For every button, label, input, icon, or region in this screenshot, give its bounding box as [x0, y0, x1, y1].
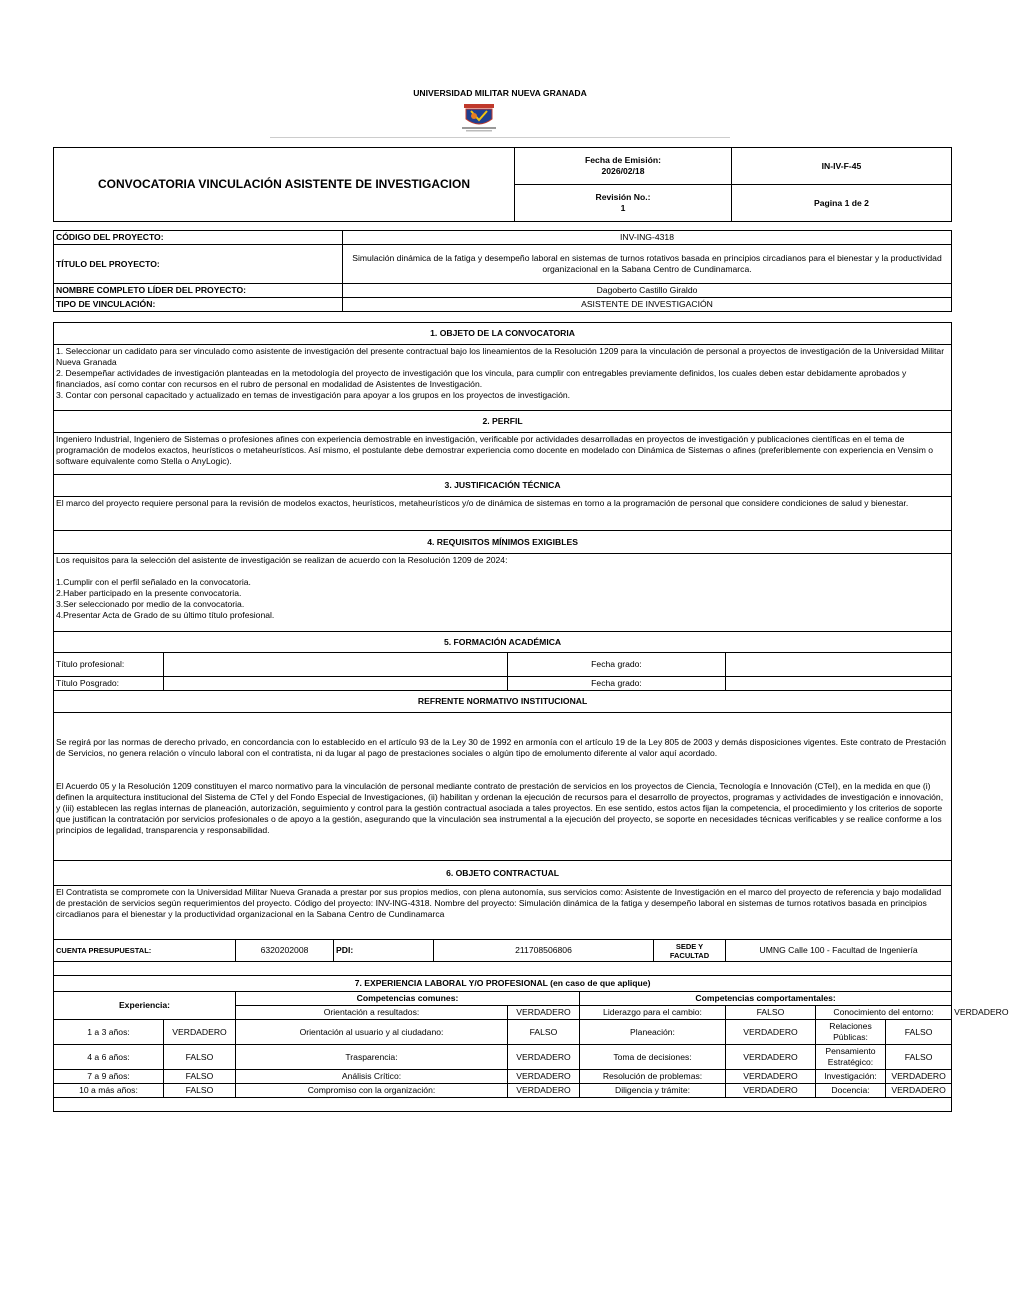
exp-range: 7 a 9 años: [54, 1070, 164, 1084]
referente-title: REFRENTE NORMATIVO INSTITUCIONAL [54, 691, 952, 713]
university-name: UNIVERSIDAD MILITAR NUEVA GRANADA [413, 88, 587, 98]
bottom-spacer-row [54, 1098, 952, 1112]
comun-value: FALSO [508, 1020, 580, 1045]
revision-number: 1 [620, 203, 626, 213]
perfil-title: 2. PERFIL [54, 411, 952, 433]
form-code: IN-IV-F-45 [732, 148, 952, 185]
comport-value: VERDADERO [726, 1084, 816, 1098]
comport-label: Toma de decisiones: [580, 1045, 726, 1070]
main-table: 1. OBJETO DE LA CONVOCATORIA 1. Seleccionar un cadidato para ser vinculado como asistente de investigación del presente contractual bajo los lineamientos de la Resolución 1209 para la vinculación de personal a proyectos de investigación de la Universidad Militar Nueva Granada 2. Desempeñar actividades de investigación planteadas en la metodología del proyecto de investigación que los vincula, para cumplir con entregables previamente definidos, los cuales deben estar debidamente aprobados y financiados, así como contar con recursos en el rubro de personal en modalidad de Asistentes de Investigación. 3. Contar con personal capacitado y actualizado en temas de investigación para apoyar a los grupos en los proyectos de investigación. 2. PERFIL Ingeniero Industrial, Ingeniero de Sistemas o profesiones afines con experiencia demostrable en investigación, verificable por actividades desarrolladas en proyectos de investigación y publicaciones científicas en el tema de programación de modelos exactos, heurísticos o metaheurísticos. Así mismo, el postulante debe demostrar experiencia como docente en modelado con Dinámica de Sistemas o afines (preferiblemente con experiencia en Vensim o software equivalente como Stella o AnyLogic). 3. JUSTIFICACIÓN TÉCNICA El marco del proyecto requiere personal para la revisión de modelos exactos, heurísticos, metaheurísticos y/o de dinámica de sistemas en torno a la programación de personal que considere condiciones de salud y bienestar. 4. REQUISITOS MÍNIMOS EXIGIBLES Los requisitos para la selección del asistente de investigación se realizan de acuerdo con la Resolución 1209 de 2024: 1.Cumplir con el perfil señalado en la convocatoria. 2.Haber participado en la presente convocatoria. 3.Ser seleccionado por medio de la convocatoria. 4.Presentar Acta de Grado de su último título profesional. 5. FORMACIÓN ACADÉMICA Título profesional: Fecha grado: Título Posgrado: Fecha grado: REFRENTE NORMATIVO INSTITUCIONAL Se regirá por las normas de derecho privado, en concordancia con lo establecido en el artículo 93 de la Ley 30 de 1992 en armonía con el artículo 19 de la Ley 805 de 2003 y demás disposiciones vigentes. Este contrato de Prestación de Servicios, no genera relación o vínculo laboral con el contratista, ni da lugar al pago de prestaciones sociales o algún tipo de emolumento diferente al valor aquí acordado. El Acuerdo 05 y la Resolución 1209 constituyen el marco normativo para la vinculación de personal mediante contrato de prestación de servicios en los proyectos de Ciencia, Tecnología e Innovación (CTeI), en la medida en que (i) definen la arquitectura institucional del Sistema de CTeI y del Fondo Especial de Investigaciones, (ii) habilitan y ordenan la ejecución de recursos para el desarrollo de proyectos, programas y actividades de investigación e innovación, y (iii) establecen las reglas internas de planeación, autorización, seguimiento y control para la gestión contractual asociada a tales proyectos. En ese sentido, estos actos fijan la competencia, el procedimiento y los criterios de soporte que justifican la contratación por servicios profesionales o de apoyo a la gestión, asegurando que la vinculación sea instrumental a la ejecución del proyecto, se soporte en necesidades técnicas verificables y se realice conforme a los principios de legalidad, transparencia y responsabilidad. 6. OBJETO CONTRACTUAL El Contratista se compromete con la Universidad Militar Nueva Granada a prestar por sus propios medios, con plena autonomía, sus servicios como: Asistente de Investigación en el marco del proyecto de referencia y bajo modalidad de prestación de servicios según requerimientos del proyecto. Código del proyecto: INV-ING-4318. Nombre del proyecto: Simulación dinámica de la fatiga y desempeño laboral en sistemas de turnos rotativos basada en principios circadianos para el bienestar y la productividad organizacional en la Sabana Centro de Cundinamarca CUENTA PRESUPUESTAL: 6320202008 PDI: 211708506806 SEDE Y FACULTAD UMNG Calle 100 - Facultad de Ingeniería 7. EXPERIENCIA LABORAL Y/O PROFESIONAL (en caso de que aplique) Experiencia: Competencias comunes: Competencias comportamentales: Orientación a resultados: VERDADERO Liderazgo para el cambio: FALSO Conocimiento del entorno: VERDADERO 1 a 3 años: VERDADERO Orientación al usuario y al ciudadano: FALSO Planeación: VERDADERO Relaciones Públicas: FALSO 4 a 6 años: FALSO Trasparencia: VERDADERO Toma de decisiones: VERDADERO Pensamiento Estratégico: FALSO 7 a 9 años: FALSO Análisis Crítico: VERDADERO Resolución de problemas: VERDADERO Investigación: VERDADERO 10 a más años: FALSO Compromiso con la organización: VERDADERO Diligencia y trámite: VERDADERO Docencia: VERDADERO [53, 322, 952, 1112]
header-divider [270, 137, 730, 138]
comun-value: VERDADERO [508, 1070, 580, 1084]
comport2-label: Relaciones Públicas: [816, 1020, 886, 1045]
titulo-profesional-field [164, 653, 508, 677]
comport2-value: FALSO [886, 1045, 952, 1070]
experiencia-label: Experiencia: [54, 992, 236, 1020]
experiencia-title: 7. EXPERIENCIA LABORAL Y/O PROFESIONAL (en caso de que aplique) [54, 976, 952, 992]
project-code-label: CÓDIGO DEL PROYECTO: [54, 231, 343, 245]
titulo-posgrado-field [164, 677, 508, 691]
emission-label: Fecha de Emisión: [585, 155, 661, 165]
comport2-value: VERDADERO [886, 1070, 952, 1084]
objeto-title: 1. OBJETO DE LA CONVOCATORIA [54, 323, 952, 345]
table-row [54, 1070, 952, 1084]
titulo-profesional-label: Título profesional: [54, 653, 164, 677]
project-title-label: TÍTULO DEL PROYECTO: [54, 245, 343, 284]
comun-label: Trasparencia: [236, 1045, 508, 1070]
comport-value: VERDADERO [726, 1045, 816, 1070]
page-title: CONVOCATORIA VINCULACIÓN ASISTENTE DE INVESTIGACION [54, 148, 515, 222]
comport-value: VERDADERO [726, 1070, 816, 1084]
comport-value: VERDADERO [726, 1020, 816, 1045]
titulo-posgrado-label: Título Posgrado: [54, 677, 164, 691]
project-code: INV-ING-4318 [343, 231, 952, 245]
comun-value: VERDADERO [508, 1006, 580, 1020]
table-row [54, 1045, 952, 1070]
comport2-value: VERDADERO [886, 1084, 952, 1098]
exp-range: 4 a 6 años: [54, 1045, 164, 1070]
formacion-title: 5. FORMACIÓN ACADÉMICA [54, 632, 952, 653]
comport2-value: FALSO [886, 1020, 952, 1045]
exp-value: VERDADERO [164, 1020, 236, 1045]
header-table [53, 147, 952, 222]
university-logo [458, 102, 500, 134]
fecha-grado-posgrado-field [726, 677, 952, 691]
referente-paragraph-1: Se regirá por las normas de derecho privado, en concordancia con lo establecido en el artículo 93 de la Ley 30 de 1992 en armonía con el artículo 19 de la Ley 805 de 2003 y demás disposiciones vigentes. Este contrato de Prestación de Servicios, no genera relación o vínculo laboral con el contratista, ni da lugar al pago de prestaciones sociales o algún tipo de emolumento diferente al valor aquí acordado. [56, 737, 947, 758]
requisitos-title: 4. REQUISITOS MÍNIMOS EXIGIBLES [54, 531, 952, 554]
project-table [53, 230, 952, 312]
project-title: Simulación dinámica de la fatiga y desempeño laboral en sistemas de turnos rotativos basada en principios circadianos para el bienestar y la productividad organizacional en la Sabana Centro de Cundinamarca. [343, 245, 952, 284]
pdi-value: 211708506806 [434, 940, 654, 962]
emission-cell [515, 148, 732, 185]
sede-value: UMNG Calle 100 - Facultad de Ingeniería [726, 940, 952, 962]
comport2-label: Docencia: [816, 1084, 886, 1098]
spacer-row [54, 962, 952, 976]
project-type: ASISTENTE DE INVESTIGACIÓN [343, 298, 952, 312]
comport2-label: Investigación: [816, 1070, 886, 1084]
comport-label: Liderazgo para el cambio: [580, 1006, 726, 1020]
cuenta-value: 6320202008 [236, 940, 334, 962]
page-number: Pagina 1 de 2 [732, 185, 952, 222]
exp-value: FALSO [164, 1084, 236, 1098]
revision-label: Revisión No.: [595, 192, 651, 202]
project-type-label: TIPO DE VINCULACIÓN: [54, 298, 343, 312]
exp-value: FALSO [164, 1045, 236, 1070]
cuenta-label: CUENTA PRESUPUESTAL: [54, 940, 236, 962]
project-leader: Dagoberto Castillo Giraldo [343, 284, 952, 298]
exp-range: 10 a más años: [54, 1084, 164, 1098]
comun-label: Orientación a resultados: [236, 1006, 508, 1020]
comun-label: Análisis Crítico: [236, 1070, 508, 1084]
comport-label: Resolución de problemas: [580, 1070, 726, 1084]
competencias-comunes-label: Competencias comunes: [236, 992, 580, 1006]
sede-label: SEDE Y FACULTAD [654, 940, 726, 962]
competencias-comportamentales-label: Competencias comportamentales: [580, 992, 952, 1006]
perfil-text: Ingeniero Industrial, Ingeniero de Sistemas o profesiones afines con experiencia demostrable en investigación, verificable por actividades desarrolladas en proyectos de investigación y publicaciones científicas en el tema de programación de modelos exactos, heurísticos o metaheurísticos. Así mismo, el postulante debe demostrar experiencia como docente en modelado con Dinámica de Sistemas o afines (preferiblemente con experiencia en Vensim o software equivalente como Stella o AnyLogic). [54, 433, 952, 475]
comun-label: Orientación al usuario y al ciudadano: [236, 1020, 508, 1045]
fecha-grado-label: Fecha grado: [508, 653, 726, 677]
comun-label: Compromiso con la organización: [236, 1084, 508, 1098]
comun-value: VERDADERO [508, 1084, 580, 1098]
referente-text [54, 713, 952, 861]
objeto-text: 1. Seleccionar un cadidato para ser vinculado como asistente de investigación del presente contractual bajo los lineamientos de la Resolución 1209 para la vinculación de personal a proyectos de investigación de la Universidad Militar Nueva Granada 2. Desempeñar actividades de investigación planteadas en la metodología del proyecto de investigación que los vincula, para cumplir con entregables previamente definidos, los cuales deben estar debidamente aprobados y financiados, así como contar con recursos en el rubro de personal en modalidad de Asistentes de Investigación. 3. Contar con personal capacitado y actualizado en temas de investigación para apoyar a los grupos en los proyectos de investigación. [54, 345, 952, 411]
comport-label: Diligencia y trámite: [580, 1084, 726, 1098]
comport2-label: Conocimiento del entorno: [816, 1006, 952, 1020]
fecha-grado-field [726, 653, 952, 677]
table-row [54, 1020, 952, 1045]
comun-value: VERDADERO [508, 1045, 580, 1070]
project-leader-label: NOMBRE COMPLETO LÍDER DEL PROYECTO: [54, 284, 343, 298]
comport-value: FALSO [726, 1006, 816, 1020]
referente-paragraph-2: El Acuerdo 05 y la Resolución 1209 constituyen el marco normativo para la vinculación de personal mediante contrato de prestación de servicios en los proyectos de Ciencia, Tecnología e Innovación (CTeI), en la medida en que (i) definen la arquitectura institucional del Sistema de CTeI y del Fondo Especial de Investigaciones, (ii) habilitan y ordenan la ejecución de recursos para el desarrollo de proyectos, programas y actividades de investigación e innovación, y (iii) establecen las reglas internas de planeación, autorización, seguimiento y control para la gestión contractual asociada a tales proyectos. En ese sentido, estos actos fijan la competencia, el procedimiento y los criterios de soporte que justifican la contratación por servicios profesionales o de apoyo a la gestión, asegurando que la vinculación sea instrumental a la ejecución del proyecto, se soporte en necesidades técnicas verificables y se realice conforme a los principios de legalidad, transparencia y responsabilidad. [56, 781, 944, 835]
exp-value: FALSO [164, 1070, 236, 1084]
revision-cell [515, 185, 732, 222]
fecha-grado-posgrado-label: Fecha grado: [508, 677, 726, 691]
justificacion-title: 3. JUSTIFICACIÓN TÉCNICA [54, 475, 952, 497]
justificacion-text: El marco del proyecto requiere personal para la revisión de modelos exactos, heurísticos, metaheurísticos y/o de dinámica de sistemas en torno a la programación de personal que considere condiciones de salud y bienestar. [54, 497, 952, 531]
emission-date: 2026/02/18 [601, 166, 645, 176]
requisitos-text: Los requisitos para la selección del asistente de investigación se realizan de acuerdo con la Resolución 1209 de 2024: 1.Cumplir con el perfil señalado en la convocatoria. 2.Haber participado en la presente convocatoria. 3.Ser seleccionado por medio de la convocatoria. 4.Presentar Acta de Grado de su último título profesional. [54, 554, 952, 632]
pdi-label: PDI: [334, 940, 434, 962]
comport2-label: Pensamiento Estratégico: [816, 1045, 886, 1070]
table-row [54, 1084, 952, 1098]
objeto-contractual-title: 6. OBJETO CONTRACTUAL [54, 861, 952, 886]
comport-label: Planeación: [580, 1020, 726, 1045]
objeto-contractual-text: El Contratista se compromete con la Universidad Militar Nueva Granada a prestar por sus propios medios, con plena autonomía, sus servicios como: Asistente de Investigación en el marco del proyecto de referencia y bajo modalidad de prestación de servicios según requerimientos del proyecto. Código del proyecto: INV-ING-4318. Nombre del proyecto: Simulación dinámica de la fatiga y desempeño laboral en sistemas de turnos rotativos basada en principios circadianos para el bienestar y la productividad organizacional en la Sabana Centro de Cundinamarca [54, 886, 952, 940]
exp-range: 1 a 3 años: [54, 1020, 164, 1045]
